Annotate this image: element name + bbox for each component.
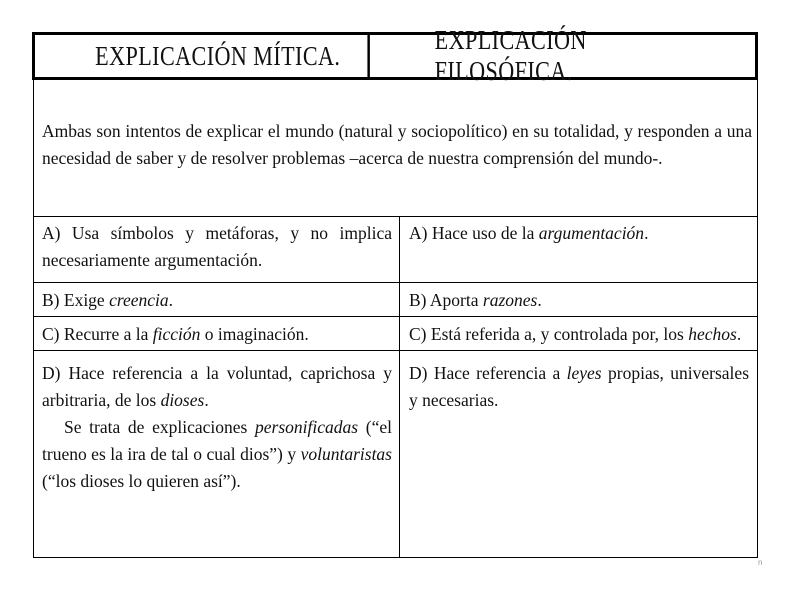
mythic-item-b <box>42 287 392 314</box>
philosophic-c-emphasis: hechos <box>688 324 737 344</box>
philosophic-d-text: D) Hace referencia a <box>409 363 567 383</box>
row-divider <box>33 350 758 351</box>
mythic-d-p2-emphasis-2: voluntaristas <box>300 444 392 464</box>
philosophic-a-emphasis: argumentación <box>538 223 645 243</box>
mythic-b-end: . <box>168 290 174 310</box>
mythic-b-emphasis: creencia <box>109 290 169 310</box>
mythic-a-text: A) Usa símbolos y metáforas, y no implica necesariamente argumentación. <box>42 223 392 270</box>
mythic-c-emphasis: ficción <box>152 324 201 344</box>
philosophic-b-end: . <box>537 290 542 310</box>
mythic-d-p2-emphasis-1: personificadas <box>255 417 359 437</box>
mythic-d-paragraph-2 <box>42 414 392 495</box>
mythic-c-end: o imaginación. <box>200 324 309 344</box>
mythic-c-text: C) Recurre a la <box>42 324 153 344</box>
philosophic-item-c <box>409 321 749 348</box>
philosophic-c-end: . <box>736 324 742 344</box>
row-divider <box>33 216 758 217</box>
mythic-d-end: . <box>204 390 209 410</box>
mythic-d-text: D) Hace referencia a la voluntad, caprichosa y arbitraria, de los <box>42 363 392 410</box>
row-divider <box>33 282 758 283</box>
philosophic-d-end: propias, universales y necesarias. <box>409 363 750 410</box>
mythic-d-emphasis: dioses <box>160 390 205 410</box>
philosophic-a-end: . <box>644 223 649 243</box>
philosophic-b-emphasis: razones <box>482 290 538 310</box>
mythic-item-c <box>42 321 392 348</box>
mythic-b-text: B) Exige <box>42 290 110 310</box>
mythic-d-p2-text-2: (“el trueno es la ira de tal o cual dios”) y <box>42 417 392 464</box>
table-header <box>32 25 758 86</box>
philosophic-d-emphasis: leyes <box>566 363 602 383</box>
philosophic-item-d <box>409 360 749 414</box>
column-divider <box>399 216 400 558</box>
row-divider <box>33 316 758 317</box>
philosophic-item-a <box>409 220 749 247</box>
header-mythic: EXPLICACIÓN MÍTICA. <box>68 35 370 77</box>
mythic-d-p2-text: Se trata de explicaciones <box>64 417 256 437</box>
mythic-d-p2-end: (“los dioses lo quieren así”). <box>42 471 241 491</box>
header-philosophic: EXPLICACIÓN FILOSÓFICA. <box>434 25 587 86</box>
corner-mark: n <box>758 558 763 567</box>
mythic-item-d <box>42 360 392 495</box>
comparison-table <box>32 25 760 558</box>
intro-text: Ambas son intentos de explicar el mundo (natural y sociopolítico) en su totalidad, y responden a una necesidad de saber y de resolver problemas –acerca de nuestra comprensión del mundo-. <box>42 121 752 168</box>
mythic-item-a <box>42 220 392 274</box>
philosophic-item-b <box>409 287 749 314</box>
philosophic-c-text: C) Está referida a, y controlada por, los <box>409 324 689 344</box>
philosophic-b-text: B) Aporta <box>409 290 483 310</box>
mythic-d-paragraph-1 <box>42 360 392 414</box>
philosophic-a-text: A) Hace uso de la <box>409 223 539 243</box>
